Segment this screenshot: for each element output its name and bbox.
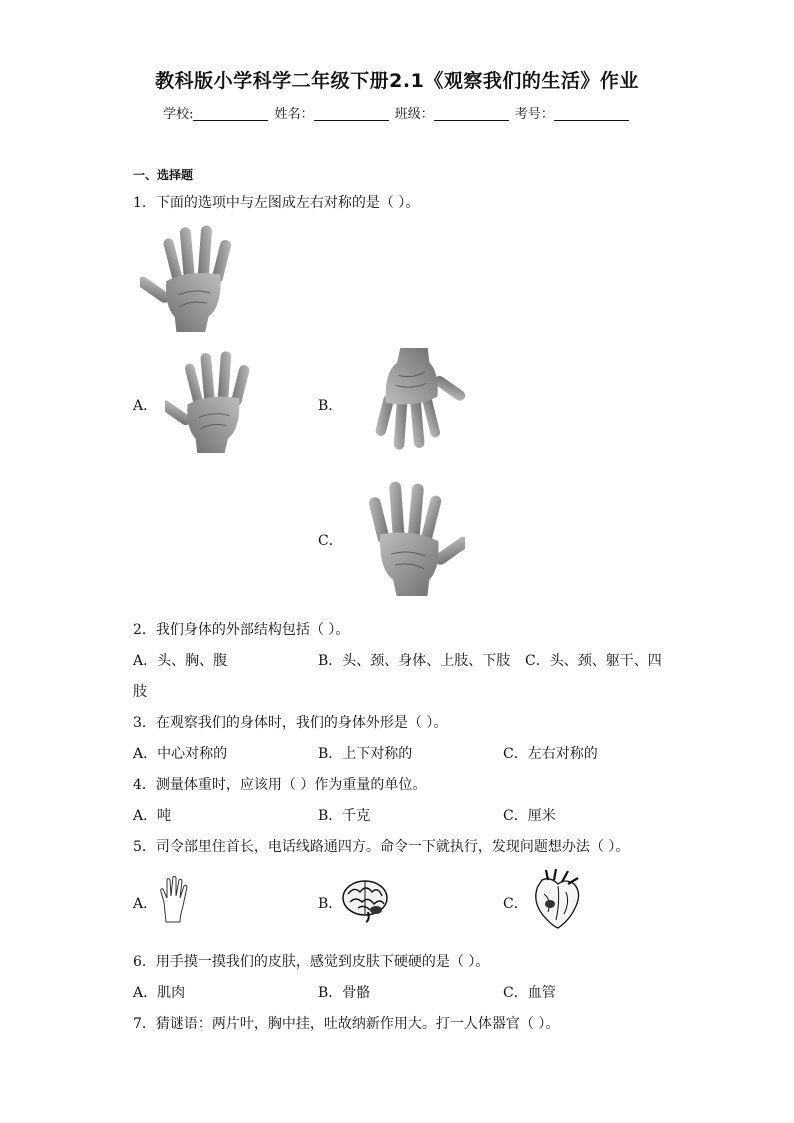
option-b-hand-image[interactable] — [355, 348, 465, 453]
question-6-text: 6．用手摸一摸我们的皮肤，感觉到皮肤下硬硬的是（ ）。 — [133, 954, 490, 970]
question-2-text: 2．我们身体的外部结构包括（ ）。 — [133, 622, 350, 638]
left-hand-image — [140, 222, 250, 332]
question-3-text: 3．在观察我们的身体时，我们的身体外形是（ ）。 — [133, 715, 448, 731]
question-5-option-a-label[interactable]: A． — [133, 896, 158, 912]
question-4-option-c[interactable]: C．厘米 — [503, 808, 556, 824]
question-2-option-b[interactable]: B．头、颈、身体、上肢、下肢 — [318, 653, 511, 669]
section-title: 一、选择题 — [133, 168, 194, 182]
option-a-hand-image[interactable] — [165, 348, 265, 453]
question-1-text: 1．下面的选项中与左图成左右对称的是（ ）。 — [133, 195, 420, 211]
school-label: 学校: — [163, 107, 194, 122]
brain-image[interactable] — [340, 878, 390, 924]
question-1-option-c-label[interactable]: C． — [318, 533, 343, 549]
question-5-text: 5．司令部里住首长，电话线路通四方。命令一下就执行，发现问题想办法（ ）。 — [133, 839, 630, 855]
hand-outline-image[interactable] — [158, 874, 192, 926]
exam-no-blank[interactable] — [554, 106, 629, 121]
question-3-option-b[interactable]: B．上下对称的 — [318, 746, 413, 762]
question-3-option-a[interactable]: A．中心对称的 — [133, 746, 228, 762]
question-5-option-c-label[interactable]: C． — [503, 896, 528, 912]
class-blank[interactable] — [434, 106, 509, 121]
class-label: 班级： — [394, 107, 434, 122]
question-4-option-a[interactable]: A．吨 — [133, 808, 172, 824]
question-2-option-c-continued: 肢 — [133, 684, 147, 700]
question-6-option-a[interactable]: A．肌肉 — [133, 985, 186, 1001]
school-blank[interactable] — [193, 106, 268, 121]
option-c-hand-image[interactable] — [350, 478, 465, 596]
question-2-option-c[interactable]: C．头、颈、躯干、四 — [525, 653, 662, 669]
question-6-option-b[interactable]: B．骨骼 — [318, 985, 371, 1001]
page-title: 教科版小学科学二年级下册2.1《观察我们的生活》作业 — [155, 70, 639, 92]
question-4-text: 4．测量体重时，应该用（ ）作为重量的单位。 — [133, 777, 427, 793]
question-7-text: 7．猜谜语：两片叶，胸中挂，吐故纳新作用大。打一人体器官（ ）。 — [133, 1016, 560, 1032]
name-label: 姓名： — [274, 107, 314, 122]
student-info-line — [0, 103, 794, 122]
question-1-option-b-label[interactable]: B． — [318, 398, 343, 414]
question-4-option-b[interactable]: B．千克 — [318, 808, 371, 824]
name-blank[interactable] — [314, 106, 389, 121]
question-2-option-a[interactable]: A．头、胸、腹 — [133, 653, 228, 669]
exam-no-label: 考号： — [514, 107, 554, 122]
question-3-option-c[interactable]: C．左右对称的 — [503, 746, 598, 762]
question-1-option-a-label[interactable]: A． — [133, 398, 158, 414]
heart-image[interactable] — [528, 868, 584, 930]
question-5-option-b-label[interactable]: B． — [318, 896, 343, 912]
question-6-option-c[interactable]: C．血管 — [503, 985, 556, 1001]
